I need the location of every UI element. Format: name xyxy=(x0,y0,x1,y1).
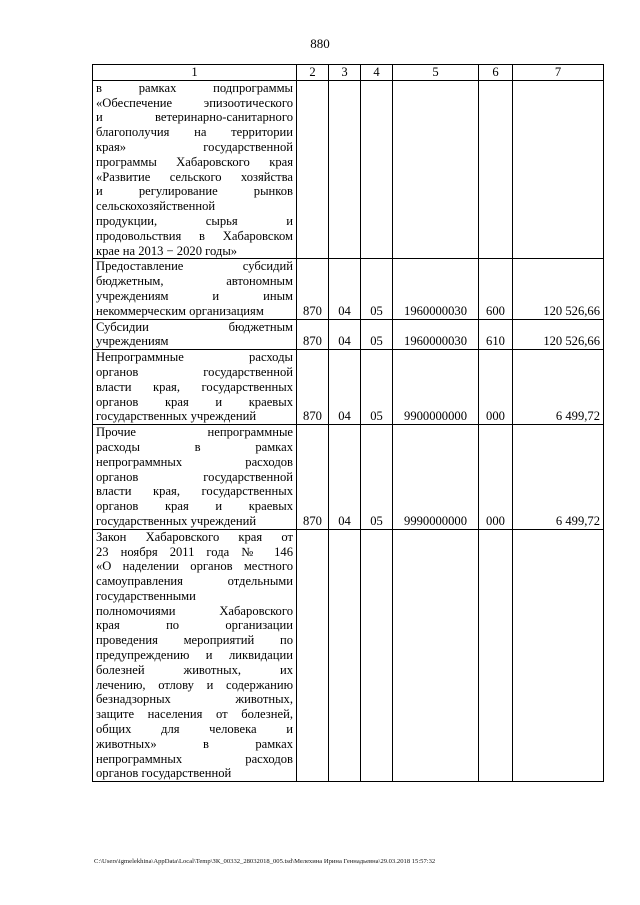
amount: 6 499,72 xyxy=(513,350,604,425)
description-line: крае на 2013 − 2020 годы» xyxy=(96,243,238,258)
column-header: 4 xyxy=(361,65,393,81)
code-subsection xyxy=(361,80,393,259)
description-line: проведения мероприятий по xyxy=(96,633,293,648)
code-expense-type: 000 xyxy=(479,350,513,425)
row-description xyxy=(93,425,297,530)
description-line: учреждениям xyxy=(96,334,169,349)
amount xyxy=(513,80,604,259)
code-target xyxy=(393,80,479,259)
code-section: 04 xyxy=(329,350,361,425)
column-header: 1 xyxy=(93,65,297,81)
description-line: края» государственной xyxy=(96,139,293,154)
code-expense-type xyxy=(479,529,513,782)
description-line: продукции, сырья и xyxy=(96,213,293,228)
description-line: Прочие непрограммные xyxy=(96,425,293,440)
code-subsection xyxy=(361,529,393,782)
code-expense-type: 000 xyxy=(479,425,513,530)
code-subsection: 05 xyxy=(361,425,393,530)
row-description xyxy=(93,350,297,425)
code-section: 04 xyxy=(329,319,361,350)
code-admin: 870 xyxy=(297,319,329,350)
amount xyxy=(513,529,604,782)
code-section xyxy=(329,80,361,259)
code-subsection: 05 xyxy=(361,259,393,319)
description-line: органов государственной xyxy=(96,766,232,781)
row-description xyxy=(93,80,297,259)
description-line: лечению, отлову и содержанию xyxy=(96,677,293,692)
amount: 120 526,66 xyxy=(513,259,604,319)
description-line: продовольствия в Хабаровском xyxy=(96,228,293,243)
row-description xyxy=(93,259,297,319)
column-header: 2 xyxy=(297,65,329,81)
code-target: 1960000030 xyxy=(393,259,479,319)
description-line: благополучия на территории xyxy=(96,125,293,140)
table-row xyxy=(93,80,604,259)
description-line: непрограммных расходов xyxy=(96,751,293,766)
code-admin: 870 xyxy=(297,425,329,530)
code-target xyxy=(393,529,479,782)
description-line: расходы в рамках xyxy=(96,439,293,454)
description-line: органов края и краевых xyxy=(96,499,293,514)
code-target: 9990000000 xyxy=(393,425,479,530)
description-line: Закон Хабаровского края от xyxy=(96,529,293,544)
description-line: некоммерческим организациям xyxy=(96,303,264,318)
code-expense-type xyxy=(479,80,513,259)
table-header-row xyxy=(93,65,604,81)
description-line: и ветеринарно-санитарного xyxy=(96,110,293,125)
description-line: бюджетным, автономным xyxy=(96,274,293,289)
file-path-footer: C:\Users\igmelekhina\AppData\Local\Temp\ЗК_00332_28032018_005.tsd\Мелехина Ирина Геннадьевна\29.03.2018 15:57:32 xyxy=(94,858,436,865)
description-line: государственных учреждений xyxy=(96,409,257,424)
description-line: учреждениям и иным xyxy=(96,288,293,303)
description-line: Субсидии бюджетным xyxy=(96,319,293,334)
description-line: предупреждению и ликвидации xyxy=(96,648,293,663)
table-row xyxy=(93,350,604,425)
column-header: 3 xyxy=(329,65,361,81)
code-admin: 870 xyxy=(297,259,329,319)
description-line: Непрограммные расходы xyxy=(96,350,293,365)
description-line: самоуправления отдельными xyxy=(96,574,293,589)
code-section: 04 xyxy=(329,425,361,530)
description-line: программы Хабаровского края xyxy=(96,154,293,169)
description-line: края по организации xyxy=(96,618,293,633)
description-line: сельскохозяйственной xyxy=(96,199,216,214)
code-expense-type: 600 xyxy=(479,259,513,319)
description-line: «Развитие сельского хозяйства xyxy=(96,169,293,184)
code-admin xyxy=(297,529,329,782)
code-expense-type: 610 xyxy=(479,319,513,350)
description-line: «О наделении органов местного xyxy=(96,559,293,574)
description-line: защите населения от болезней, xyxy=(96,707,293,722)
table-row xyxy=(93,259,604,319)
table-row xyxy=(93,319,604,350)
table-row xyxy=(93,529,604,782)
description-line: болезней животных, их xyxy=(96,662,293,677)
code-section: 04 xyxy=(329,259,361,319)
amount: 6 499,72 xyxy=(513,425,604,530)
description-line: безнадзорных животных, xyxy=(96,692,293,707)
budget-table xyxy=(92,64,604,782)
description-line: власти края, государственных xyxy=(96,379,293,394)
description-line: власти края, государственных xyxy=(96,484,293,499)
row-description xyxy=(93,319,297,350)
code-admin xyxy=(297,80,329,259)
code-subsection: 05 xyxy=(361,350,393,425)
description-line: животных» в рамках xyxy=(96,736,293,751)
column-header: 7 xyxy=(513,65,604,81)
amount: 120 526,66 xyxy=(513,319,604,350)
description-line: Предоставление субсидий xyxy=(96,259,293,274)
description-line: органов государственной xyxy=(96,469,293,484)
code-target: 9900000000 xyxy=(393,350,479,425)
row-description xyxy=(93,529,297,782)
description-line: общих для человека и xyxy=(96,722,293,737)
column-header: 5 xyxy=(393,65,479,81)
column-header: 6 xyxy=(479,65,513,81)
description-line: в рамках подпрограммы xyxy=(96,80,293,95)
description-line: органов государственной xyxy=(96,364,293,379)
description-line: полномочиями Хабаровского xyxy=(96,603,293,618)
code-section xyxy=(329,529,361,782)
description-line: непрограммных расходов xyxy=(96,454,293,469)
description-line: органов края и краевых xyxy=(96,394,293,409)
page-number: 880 xyxy=(310,36,330,51)
table-row xyxy=(93,425,604,530)
description-line: 23 ноября 2011 года № 146 xyxy=(96,544,293,559)
description-line: «Обеспечение эпизоотического xyxy=(96,95,293,110)
description-line: и регулирование рынков xyxy=(96,184,293,199)
code-target: 1960000030 xyxy=(393,319,479,350)
description-line: государственными xyxy=(96,588,196,603)
code-subsection: 05 xyxy=(361,319,393,350)
description-line: государственных учреждений xyxy=(96,513,257,528)
code-admin: 870 xyxy=(297,350,329,425)
